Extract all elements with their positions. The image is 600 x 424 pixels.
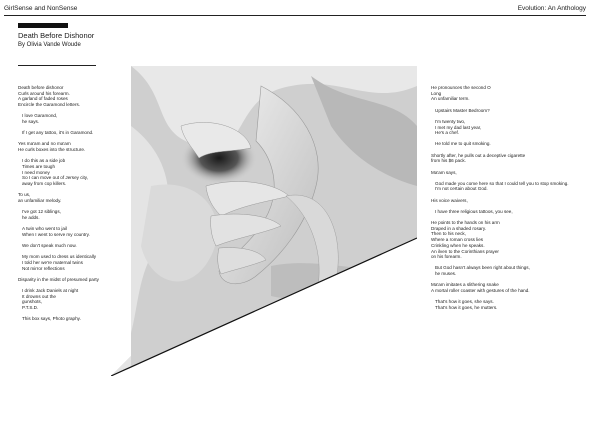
stanza <box>431 119 591 136</box>
poem-line: Not mirror reflections <box>22 265 65 271</box>
poem-line: I need money <box>22 169 50 175</box>
poem-line: Upstairs Master Bedroom? <box>435 107 490 113</box>
poem-line: I drink Jack Daniels at night <box>22 288 79 294</box>
poem-line: Shortly after, he pulls out a deceptive cigarette <box>431 152 526 158</box>
poem-line: P.T.S.D. <box>22 305 39 311</box>
poem-line: So I can move out of Jersey city, <box>22 175 89 181</box>
poem-line: Disparity in the midst of presumed party <box>18 276 99 282</box>
poem-line: Draped in a shaded rosary. <box>431 225 487 231</box>
poem-byline: By Olivia Vande Woude <box>18 42 81 48</box>
hands-photo <box>111 66 417 376</box>
stanza <box>431 198 591 204</box>
running-header-right: Evolution: An Anthology <box>517 5 586 12</box>
poem-line: Ma'am imitates a slithering snake <box>431 282 499 288</box>
poem-line: An unfamiliar term. <box>431 96 470 102</box>
stanza <box>431 209 591 215</box>
poem-line: on his forearm. <box>431 254 462 260</box>
poem-line: gunshots, <box>22 299 42 305</box>
poem-line: He curls boxes into the structure. <box>18 147 86 153</box>
stanza <box>431 265 591 276</box>
poem-line: he muses. <box>435 271 457 277</box>
stanza <box>431 153 591 164</box>
poem-line: I met my dad last year, <box>435 124 482 130</box>
poem-line: If I get any tattoo, it's in Garamond. <box>22 130 94 136</box>
poem-line: I told her we're maternal twins <box>22 259 83 265</box>
stanza <box>431 299 591 310</box>
poem-line: from his $6 pack. <box>431 158 466 164</box>
poem-line: Encircle the Garamond letters. <box>18 102 81 108</box>
poem-line: Death before dishonor <box>18 85 64 90</box>
poem-line: God made you come here so that I could tell you to stop smoking. <box>435 180 569 186</box>
poem-line: This box says, Photo graphy. <box>22 316 81 322</box>
poem-line: It drowns out the <box>22 293 56 299</box>
stanza <box>431 108 591 114</box>
poem-line: I've got 12 siblings, <box>22 209 61 215</box>
poem-line: away from cop killers. <box>22 181 67 187</box>
poem-line: When I went to serve my country. <box>22 231 90 237</box>
poem-title: Death Before Dishonor <box>18 31 95 40</box>
header-rule <box>4 15 586 16</box>
poem-line: he adds. <box>22 214 40 220</box>
stanza <box>431 85 591 102</box>
poem-line: His voice waivers, <box>431 197 468 203</box>
running-header-left: GirlSense and NonSense <box>4 5 78 12</box>
title-accent-bar <box>18 23 68 28</box>
poem-line: That's how it goes, he mutters. <box>435 304 498 310</box>
poem-line: Yes ma'am and no ma'am <box>18 141 71 147</box>
poem-line: He told me to quit smoking. <box>435 141 491 147</box>
poem-line: To us, <box>18 192 31 198</box>
stanza <box>431 170 591 176</box>
poem-line: But God hasn't always been right about things, <box>435 265 530 271</box>
stanza <box>431 220 591 260</box>
stanza <box>431 141 591 147</box>
poem-line: I have three religious tattoos, you see, <box>435 208 513 214</box>
poem-line: A twin who went to jail <box>22 226 67 232</box>
poem-line: An ilven to the Corinthians prayer <box>431 248 499 254</box>
poem-line: I do this as a side job <box>22 158 66 164</box>
poem-line: an unfamiliar melody. <box>18 198 62 204</box>
poem-column-right <box>431 85 591 316</box>
stanza <box>431 181 591 192</box>
poem-line: That's how it goes, she says. <box>435 299 494 305</box>
poem-line: I'm twenty two, <box>435 118 466 124</box>
poem-line: He pronounces the second O <box>431 85 491 90</box>
poem-line: Crinkling when he speaks. <box>431 242 485 248</box>
poem-line: We don't speak much now. <box>22 243 77 249</box>
poem-line: My mom used to dress us identically <box>22 254 97 260</box>
poem-line: A mortal roller coaster with gestures of the hand. <box>431 288 530 294</box>
poem-line: He points to the hands on his arm <box>431 220 500 226</box>
poem-line: he says. <box>22 119 40 125</box>
poem-line: Long <box>431 90 442 96</box>
poem-line: Ma'am says, <box>431 169 457 175</box>
stanza <box>431 282 591 293</box>
poem-line: Where a roman cross lies <box>431 237 484 243</box>
poem-line: A garland of faded roses <box>18 96 68 102</box>
poem-line: Curls around his forearm. <box>18 90 70 96</box>
poem-line: I'm not certain about God. <box>435 186 488 192</box>
poem-line: Times are tough <box>22 164 56 170</box>
title-rule <box>18 65 96 66</box>
poem-line: Then to his neck, <box>431 231 466 237</box>
poem-line: He's a chef. <box>435 130 460 136</box>
poem-line: I love Garamond, <box>22 113 58 119</box>
